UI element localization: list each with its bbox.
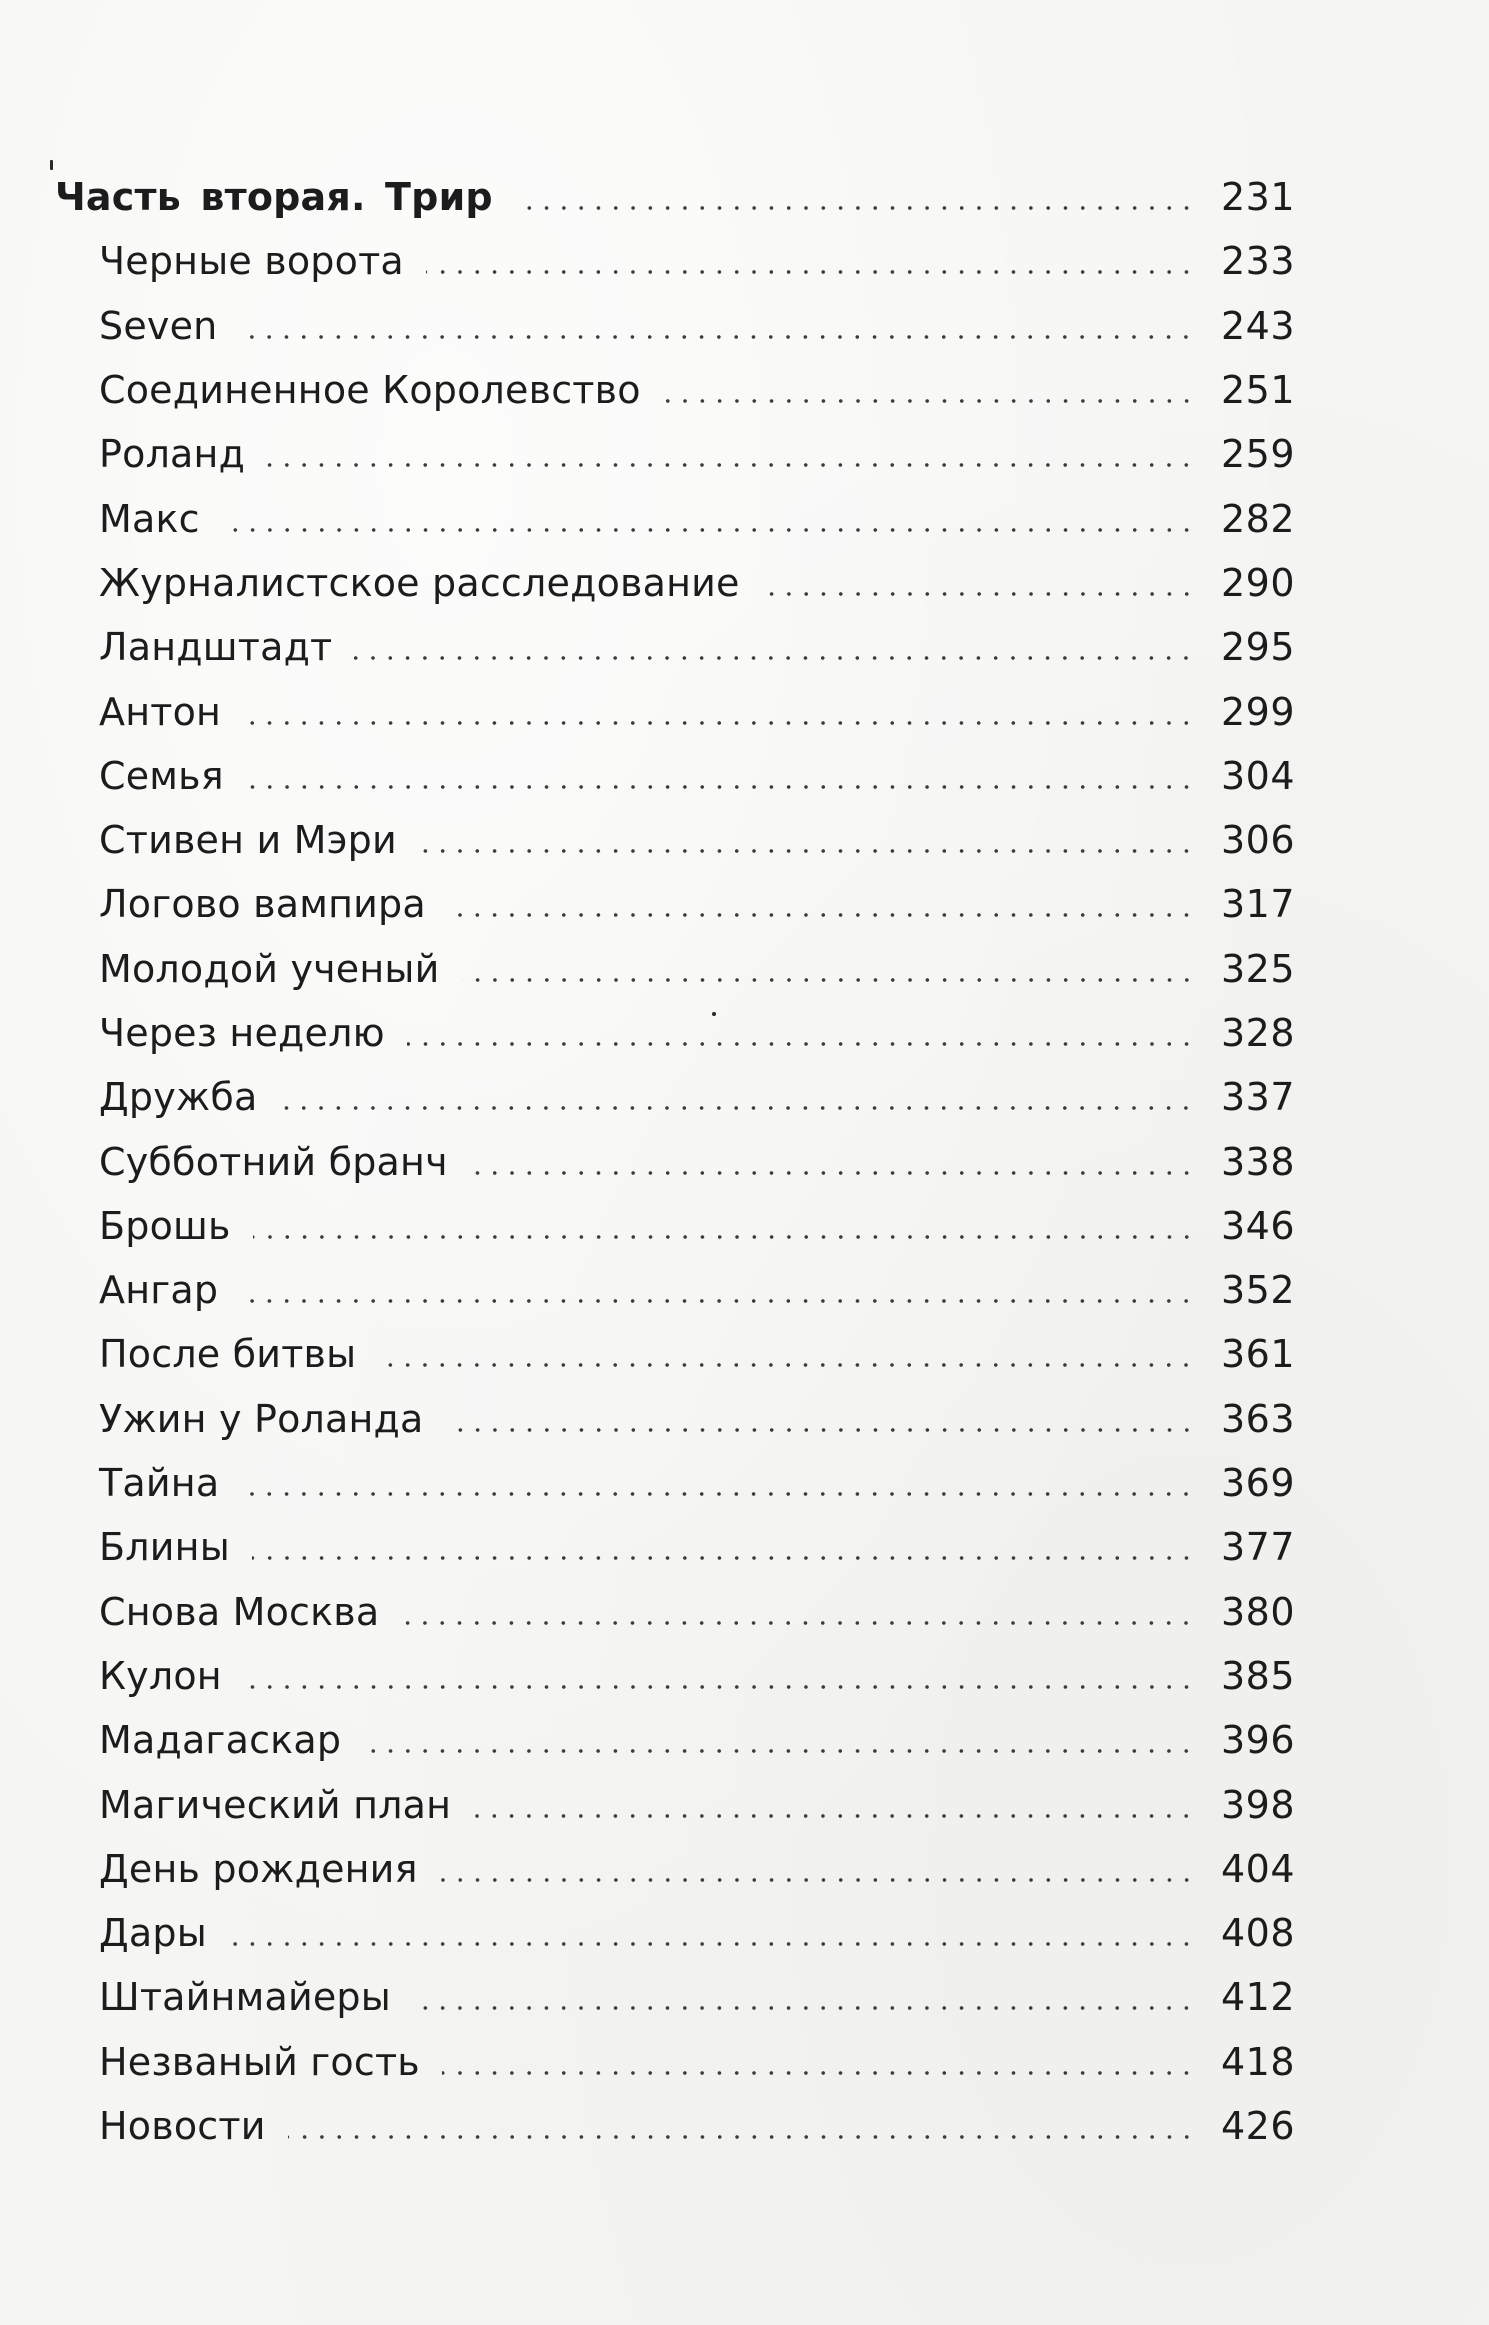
chapter-page-number: 259 (1220, 432, 1295, 477)
chapter-title: Субботний бранч (99, 1139, 448, 1184)
chapter-page-number: 398 (1220, 1782, 1295, 1827)
toc-entry (55, 1515, 1295, 1579)
dot-leader (222, 528, 1195, 532)
dot-leader (243, 721, 1195, 725)
toc-entry (55, 1837, 1295, 1901)
dot-leader (440, 1878, 1195, 1882)
chapter-title: Логово вампира (99, 882, 426, 927)
toc-entry (55, 872, 1295, 936)
chapter-title: Штайнмайеры (99, 1975, 391, 2020)
chapter-page-number: 328 (1220, 1011, 1295, 1055)
chapter-page-number: 325 (1220, 946, 1295, 991)
chapter-title: Черные ворота (99, 239, 404, 284)
toc-entry (55, 679, 1295, 743)
dot-leader (663, 399, 1195, 403)
toc-entry (55, 229, 1295, 293)
chapter-page-number: 412 (1220, 1975, 1295, 2020)
chapter-page-number: 251 (1220, 368, 1295, 413)
toc-entry (55, 2030, 1295, 2094)
chapter-page-number: 295 (1220, 625, 1295, 670)
chapter-page-number: 426 (1220, 2104, 1295, 2149)
toc-entry (55, 486, 1295, 550)
chapter-title: Журналистское расследование (99, 560, 740, 605)
dot-leader (470, 1171, 1195, 1175)
chapter-page-number: 380 (1220, 1589, 1295, 1634)
toc-entry (55, 1129, 1295, 1193)
chapter-title: Соединенное Королевство (99, 368, 641, 413)
toc-entry (55, 1580, 1295, 1644)
chapter-page-number: 404 (1220, 1846, 1295, 1891)
chapter-title: Ландштадт (99, 625, 333, 670)
paper-speck (50, 160, 53, 170)
dot-leader (229, 1942, 1195, 1946)
chapter-page-number: 396 (1220, 1718, 1295, 1763)
dot-leader (462, 978, 1195, 982)
dot-leader (473, 1814, 1195, 1818)
paper-speck (712, 1012, 716, 1016)
chapter-page-number: 363 (1220, 1396, 1295, 1441)
dot-leader (244, 1685, 1195, 1689)
chapter-title: Магический план (99, 1782, 452, 1827)
dot-leader (446, 1428, 1195, 1432)
chapter-page-number: 369 (1220, 1461, 1295, 1506)
part-title: Часть вторая. Трир (55, 175, 493, 220)
chapter-page-number: 352 (1220, 1268, 1295, 1313)
dot-leader (515, 206, 1195, 210)
toc-entry (55, 1901, 1295, 1965)
chapter-title: Блины (99, 1525, 230, 1570)
toc-entry (55, 358, 1295, 422)
chapter-title: Роланд (99, 432, 246, 477)
toc-entry (55, 1194, 1295, 1258)
chapter-page-number: 233 (1220, 239, 1295, 284)
toc-entry (55, 1644, 1295, 1708)
toc-entry (55, 422, 1295, 486)
chapter-page-number: 377 (1220, 1525, 1295, 1570)
chapter-title: Макс (99, 496, 200, 541)
chapter-title: Дары (99, 1911, 207, 1956)
chapter-title: Через неделю (99, 1011, 385, 1055)
chapter-page-number: 306 (1220, 818, 1295, 863)
chapter-title: Тайна (99, 1461, 220, 1506)
chapter-title: Молодой ученый (99, 946, 440, 991)
toc-entry (55, 2094, 1295, 2158)
dot-leader (253, 1235, 1195, 1239)
chapter-title: День рождения (99, 1846, 418, 1891)
dot-leader (407, 1042, 1195, 1046)
chapter-title: Незваный гость (99, 2039, 420, 2084)
chapter-title: Новости (99, 2104, 266, 2149)
dot-leader (241, 1492, 1195, 1496)
chapter-page-number: 337 (1220, 1075, 1295, 1120)
toc-entry (55, 551, 1295, 615)
toc-entry (55, 1451, 1295, 1515)
dot-leader (442, 2071, 1195, 2075)
toc-entry (55, 1387, 1295, 1451)
chapter-page-number: 338 (1220, 1139, 1295, 1184)
chapter-title: Антон (99, 689, 222, 734)
chapter-title: Мадагаскар (99, 1718, 342, 1763)
toc-entry (55, 615, 1295, 679)
chapter-title: Стивен и Мэри (99, 818, 397, 863)
toc-part-heading (55, 165, 1295, 229)
part-page-number: 231 (1220, 175, 1295, 220)
chapter-title: Ужин у Роланда (99, 1396, 424, 1441)
dot-leader (246, 785, 1195, 789)
chapter-page-number: 243 (1220, 303, 1295, 348)
dot-leader (363, 1749, 1195, 1753)
chapter-page-number: 299 (1220, 689, 1295, 734)
toc-entry (55, 1708, 1295, 1772)
chapter-title: Дружба (99, 1075, 258, 1120)
dot-leader (401, 1621, 1195, 1625)
chapter-page-number: 282 (1220, 496, 1295, 541)
toc-entry (55, 1772, 1295, 1836)
chapter-page-number: 361 (1220, 1332, 1295, 1377)
table-of-contents (55, 165, 1295, 2158)
toc-entry (55, 1001, 1295, 1065)
chapter-list (55, 229, 1295, 2158)
toc-entry (55, 1065, 1295, 1129)
dot-leader (239, 335, 1195, 339)
dot-leader (252, 1556, 1195, 1560)
toc-entry (55, 1965, 1295, 2029)
chapter-title: Снова Москва (99, 1589, 380, 1634)
chapter-title: Ангар (99, 1268, 219, 1313)
dot-leader (426, 270, 1195, 274)
chapter-page-number: 418 (1220, 2039, 1295, 2084)
dot-leader (354, 656, 1195, 660)
dot-leader (413, 2006, 1195, 2010)
toc-entry (55, 1322, 1295, 1386)
dot-leader (279, 1106, 1195, 1110)
chapter-page-number: 304 (1220, 753, 1295, 798)
dot-leader (240, 1299, 1195, 1303)
dot-leader (267, 463, 1195, 467)
toc-entry (55, 937, 1295, 1001)
dot-leader (419, 849, 1195, 853)
dot-leader (448, 913, 1195, 917)
chapter-title: Брошь (99, 1203, 231, 1248)
toc-entry (55, 808, 1295, 872)
chapter-page-number: 290 (1220, 560, 1295, 605)
chapter-title: Кулон (99, 1653, 222, 1698)
chapter-title: Семья (99, 753, 224, 798)
chapter-page-number: 317 (1220, 882, 1295, 927)
chapter-title: Seven (99, 303, 218, 348)
dot-leader (288, 2135, 1195, 2139)
dot-leader (378, 1363, 1195, 1367)
dot-leader (762, 592, 1195, 596)
chapter-page-number: 346 (1220, 1203, 1295, 1248)
chapter-page-number: 408 (1220, 1911, 1295, 1956)
toc-entry (55, 1258, 1295, 1322)
chapter-title: После битвы (99, 1332, 357, 1377)
toc-entry (55, 294, 1295, 358)
chapter-page-number: 385 (1220, 1653, 1295, 1698)
toc-entry (55, 744, 1295, 808)
